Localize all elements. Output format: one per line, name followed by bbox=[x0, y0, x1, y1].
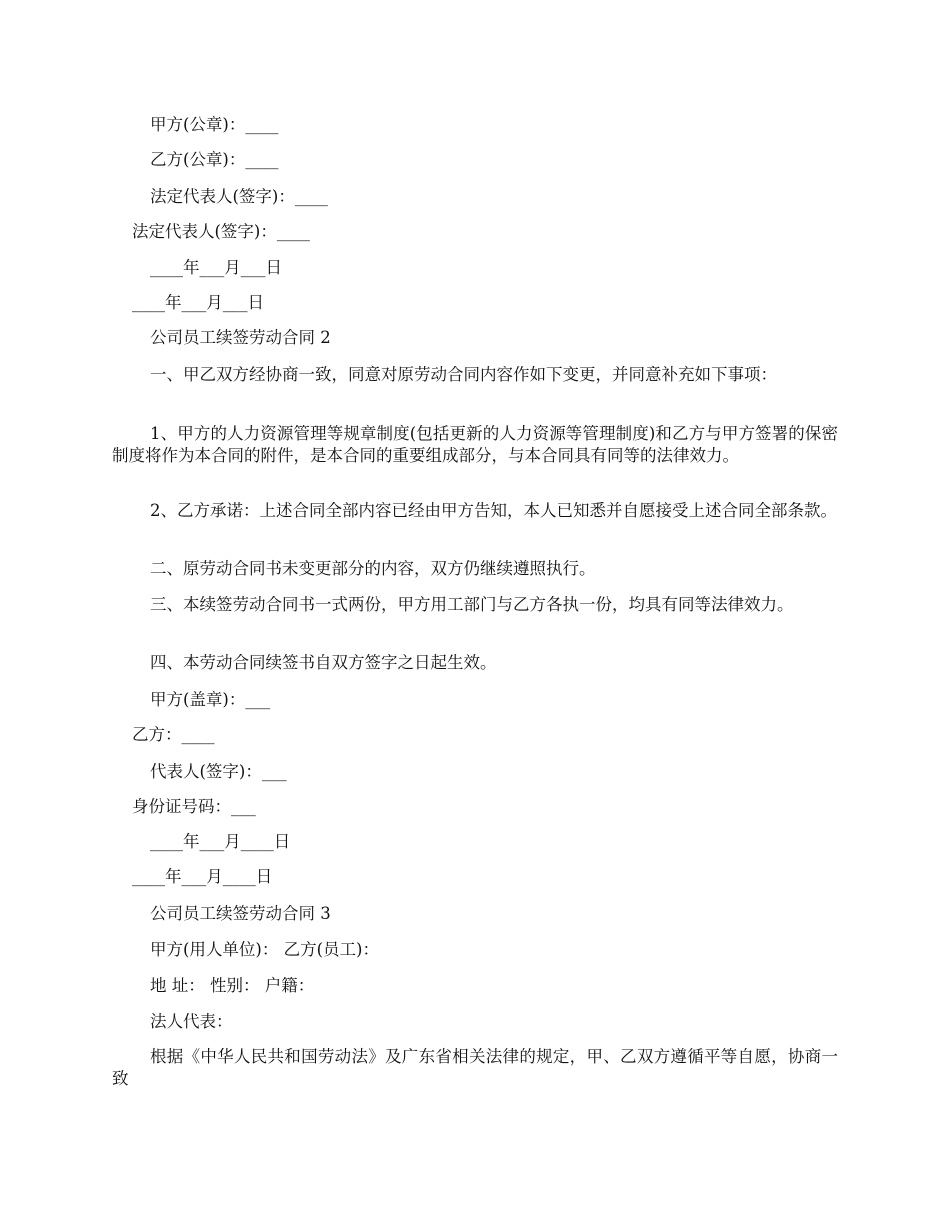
party-a-seal-line: 甲方(公章)：____ bbox=[150, 115, 279, 134]
address-line: 地 址： 性别： 户籍： bbox=[150, 976, 315, 995]
id-number-line: 身份证号码：___ bbox=[132, 797, 256, 816]
clause-paragraph: 根据《中华人民共和国劳动法》及广东省相关法律的规定，甲、乙双方遵循平等自愿，协商一致 bbox=[112, 1047, 838, 1088]
clause-line: 二、原劳动合同书未变更部分的内容，双方仍继续遵照执行。 bbox=[150, 559, 596, 578]
date-line-2: ____年___月___日 bbox=[132, 293, 264, 312]
party-a-stamp-line: 甲方(盖章)：___ bbox=[150, 690, 271, 709]
parties-line: 甲方(用人单位)： 乙方(员工)： bbox=[150, 940, 379, 959]
date-line: ____年___月____日 bbox=[150, 832, 291, 851]
clause-line: 四、本劳动合同续签书自双方签字之日起生效。 bbox=[150, 653, 497, 672]
section-title: 公司员工续签劳动合同 2 bbox=[150, 328, 331, 347]
clause-paragraph: 三、本续签劳动合同书一式两份，甲方用工部门与乙方各执一份，均具有同等法律效力。 bbox=[150, 595, 794, 614]
representative-signature-line: 代表人(签字)：___ bbox=[150, 762, 287, 781]
party-b-seal-line: 乙方(公章)：____ bbox=[150, 150, 279, 169]
legal-rep-signature-line-2: 法定代表人(签字)：____ bbox=[132, 222, 310, 241]
clause-paragraph: 1、甲方的人力资源管理等规章制度(包括更新的人力资源等管理制度)和乙方与甲方签署的保密制度将作为本合同的附件，是本合同的重要组成部分，与本合同具有同等的法律效力。 bbox=[112, 424, 838, 465]
section-title: 公司员工续签劳动合同 3 bbox=[150, 904, 331, 923]
legal-representative-line: 法人代表： bbox=[150, 1012, 233, 1031]
clause-paragraph: 一、甲乙双方经协商一致，同意对原劳动合同内容作如下变更，并同意补充如下事项： bbox=[150, 365, 777, 384]
date-line: ____年___月___日 bbox=[150, 258, 282, 277]
legal-rep-signature-line: 法定代表人(签字)：____ bbox=[150, 187, 328, 206]
date-line-2: ____年___月____日 bbox=[132, 867, 273, 886]
clause-paragraph: 2、乙方承诺：上述合同全部内容已经由甲方告知，本人已知悉并自愿接受上述合同全部条款。 bbox=[150, 501, 837, 520]
party-b-line: 乙方：____ bbox=[132, 725, 215, 744]
